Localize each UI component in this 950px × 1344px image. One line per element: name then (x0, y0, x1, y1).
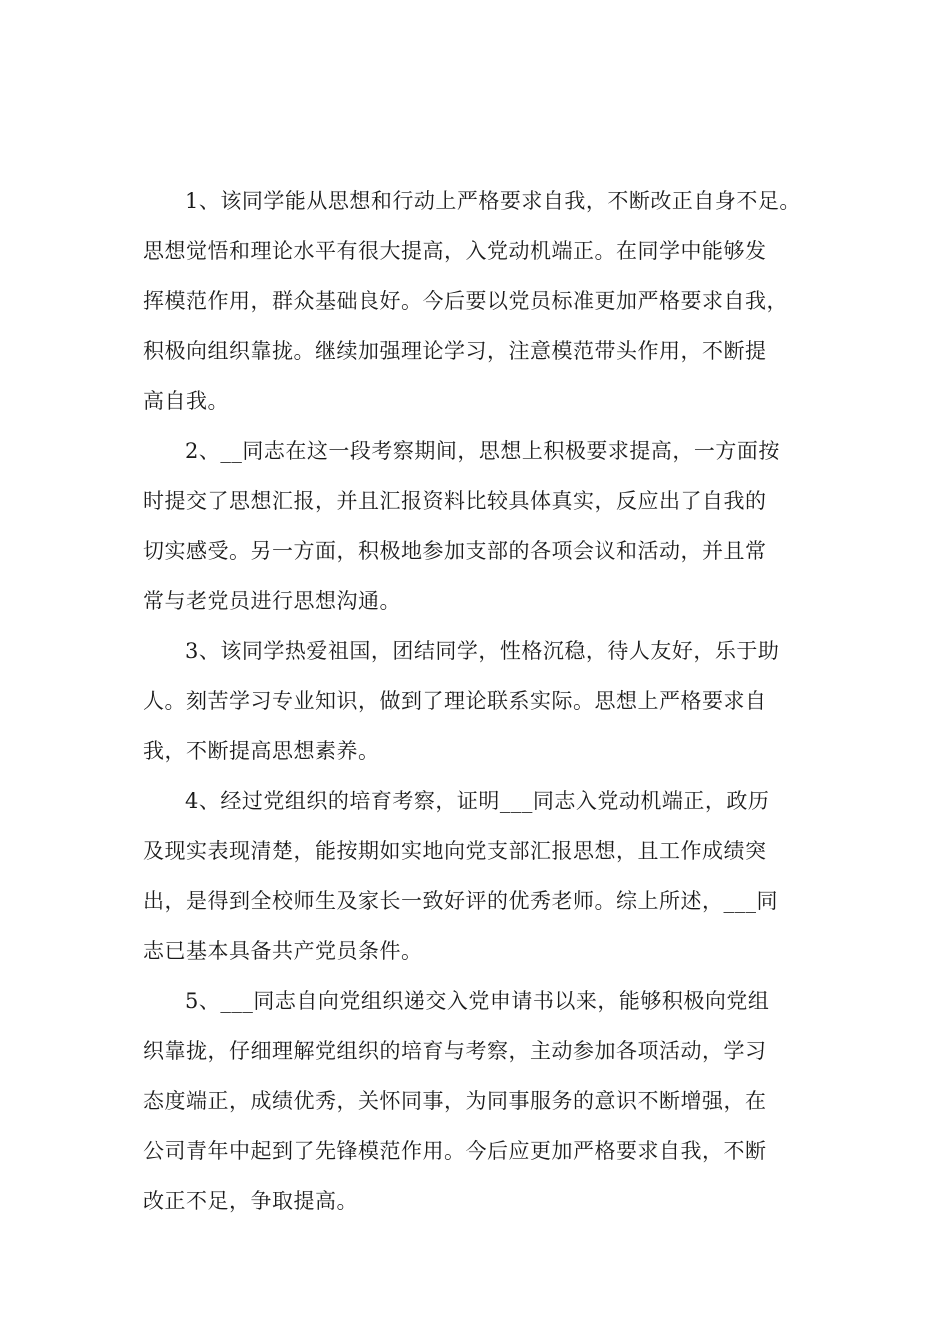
paragraph-line: 织靠拢，仔细理解党组织的培育与考察，主动参加各项活动，学习 (143, 1039, 767, 1063)
paragraph-line: 出，是得到全校师生及家长一致好评的优秀老师。综上所述，___同 (143, 889, 778, 913)
paragraph-line: 3、该同学热爱祖国，团结同学，性格沉稳，待人友好，乐于助 (185, 639, 780, 663)
paragraph-line: 改正不足，争取提高。 (143, 1189, 358, 1213)
paragraph-4 (143, 776, 809, 976)
paragraph-line: 2、__同志在这一段考察期间，思想上积极要求提高，一方面按 (185, 439, 780, 463)
paragraph-line: 积极向组织靠拢。继续加强理论学习，注意模范带头作用，不断提 (143, 339, 767, 363)
paragraph-3 (143, 626, 809, 776)
paragraph-line: 4、经过党组织的培育考察，证明___同志入党动机端正，政历 (185, 789, 770, 813)
paragraph-line: 挥模范作用，群众基础良好。今后要以党员标准更加严格要求自我， (143, 289, 788, 313)
paragraph-line: 切实感受。另一方面，积极地参加支部的各项会议和活动，并且常 (143, 539, 767, 563)
paragraph-5 (143, 976, 809, 1226)
paragraph-line: 1、该同学能从思想和行动上严格要求自我，不断改正自身不足。 (185, 189, 801, 213)
paragraph-line: 及现实表现清楚，能按期如实地向党支部汇报思想，且工作成绩突 (143, 839, 767, 863)
paragraph-line: 志已基本具备共产党员条件。 (143, 939, 423, 963)
paragraph-line: 高自我。 (143, 389, 229, 413)
paragraph-line: 思想觉悟和理论水平有很大提高，入党动机端正。在同学中能够发 (143, 239, 767, 263)
paragraph-line: 人。刻苦学习专业知识，做到了理论联系实际。思想上严格要求自 (143, 689, 767, 713)
paragraph-line: 我，不断提高思想素养。 (143, 739, 380, 763)
paragraph-1 (143, 176, 809, 426)
paragraph-line: 时提交了思想汇报，并且汇报资料比较具体真实，反应出了自我的 (143, 489, 767, 513)
paragraph-2 (143, 426, 809, 626)
paragraph-line: 5、___同志自向党组织递交入党申请书以来，能够积极向党组 (185, 989, 770, 1013)
document-body (143, 176, 809, 1226)
paragraph-line: 公司青年中起到了先锋模范作用。今后应更加严格要求自我，不断 (143, 1139, 767, 1163)
paragraph-line: 常与老党员进行思想沟通。 (143, 589, 401, 613)
paragraph-line: 态度端正，成绩优秀，关怀同事，为同事服务的意识不断增强，在 (143, 1089, 767, 1113)
